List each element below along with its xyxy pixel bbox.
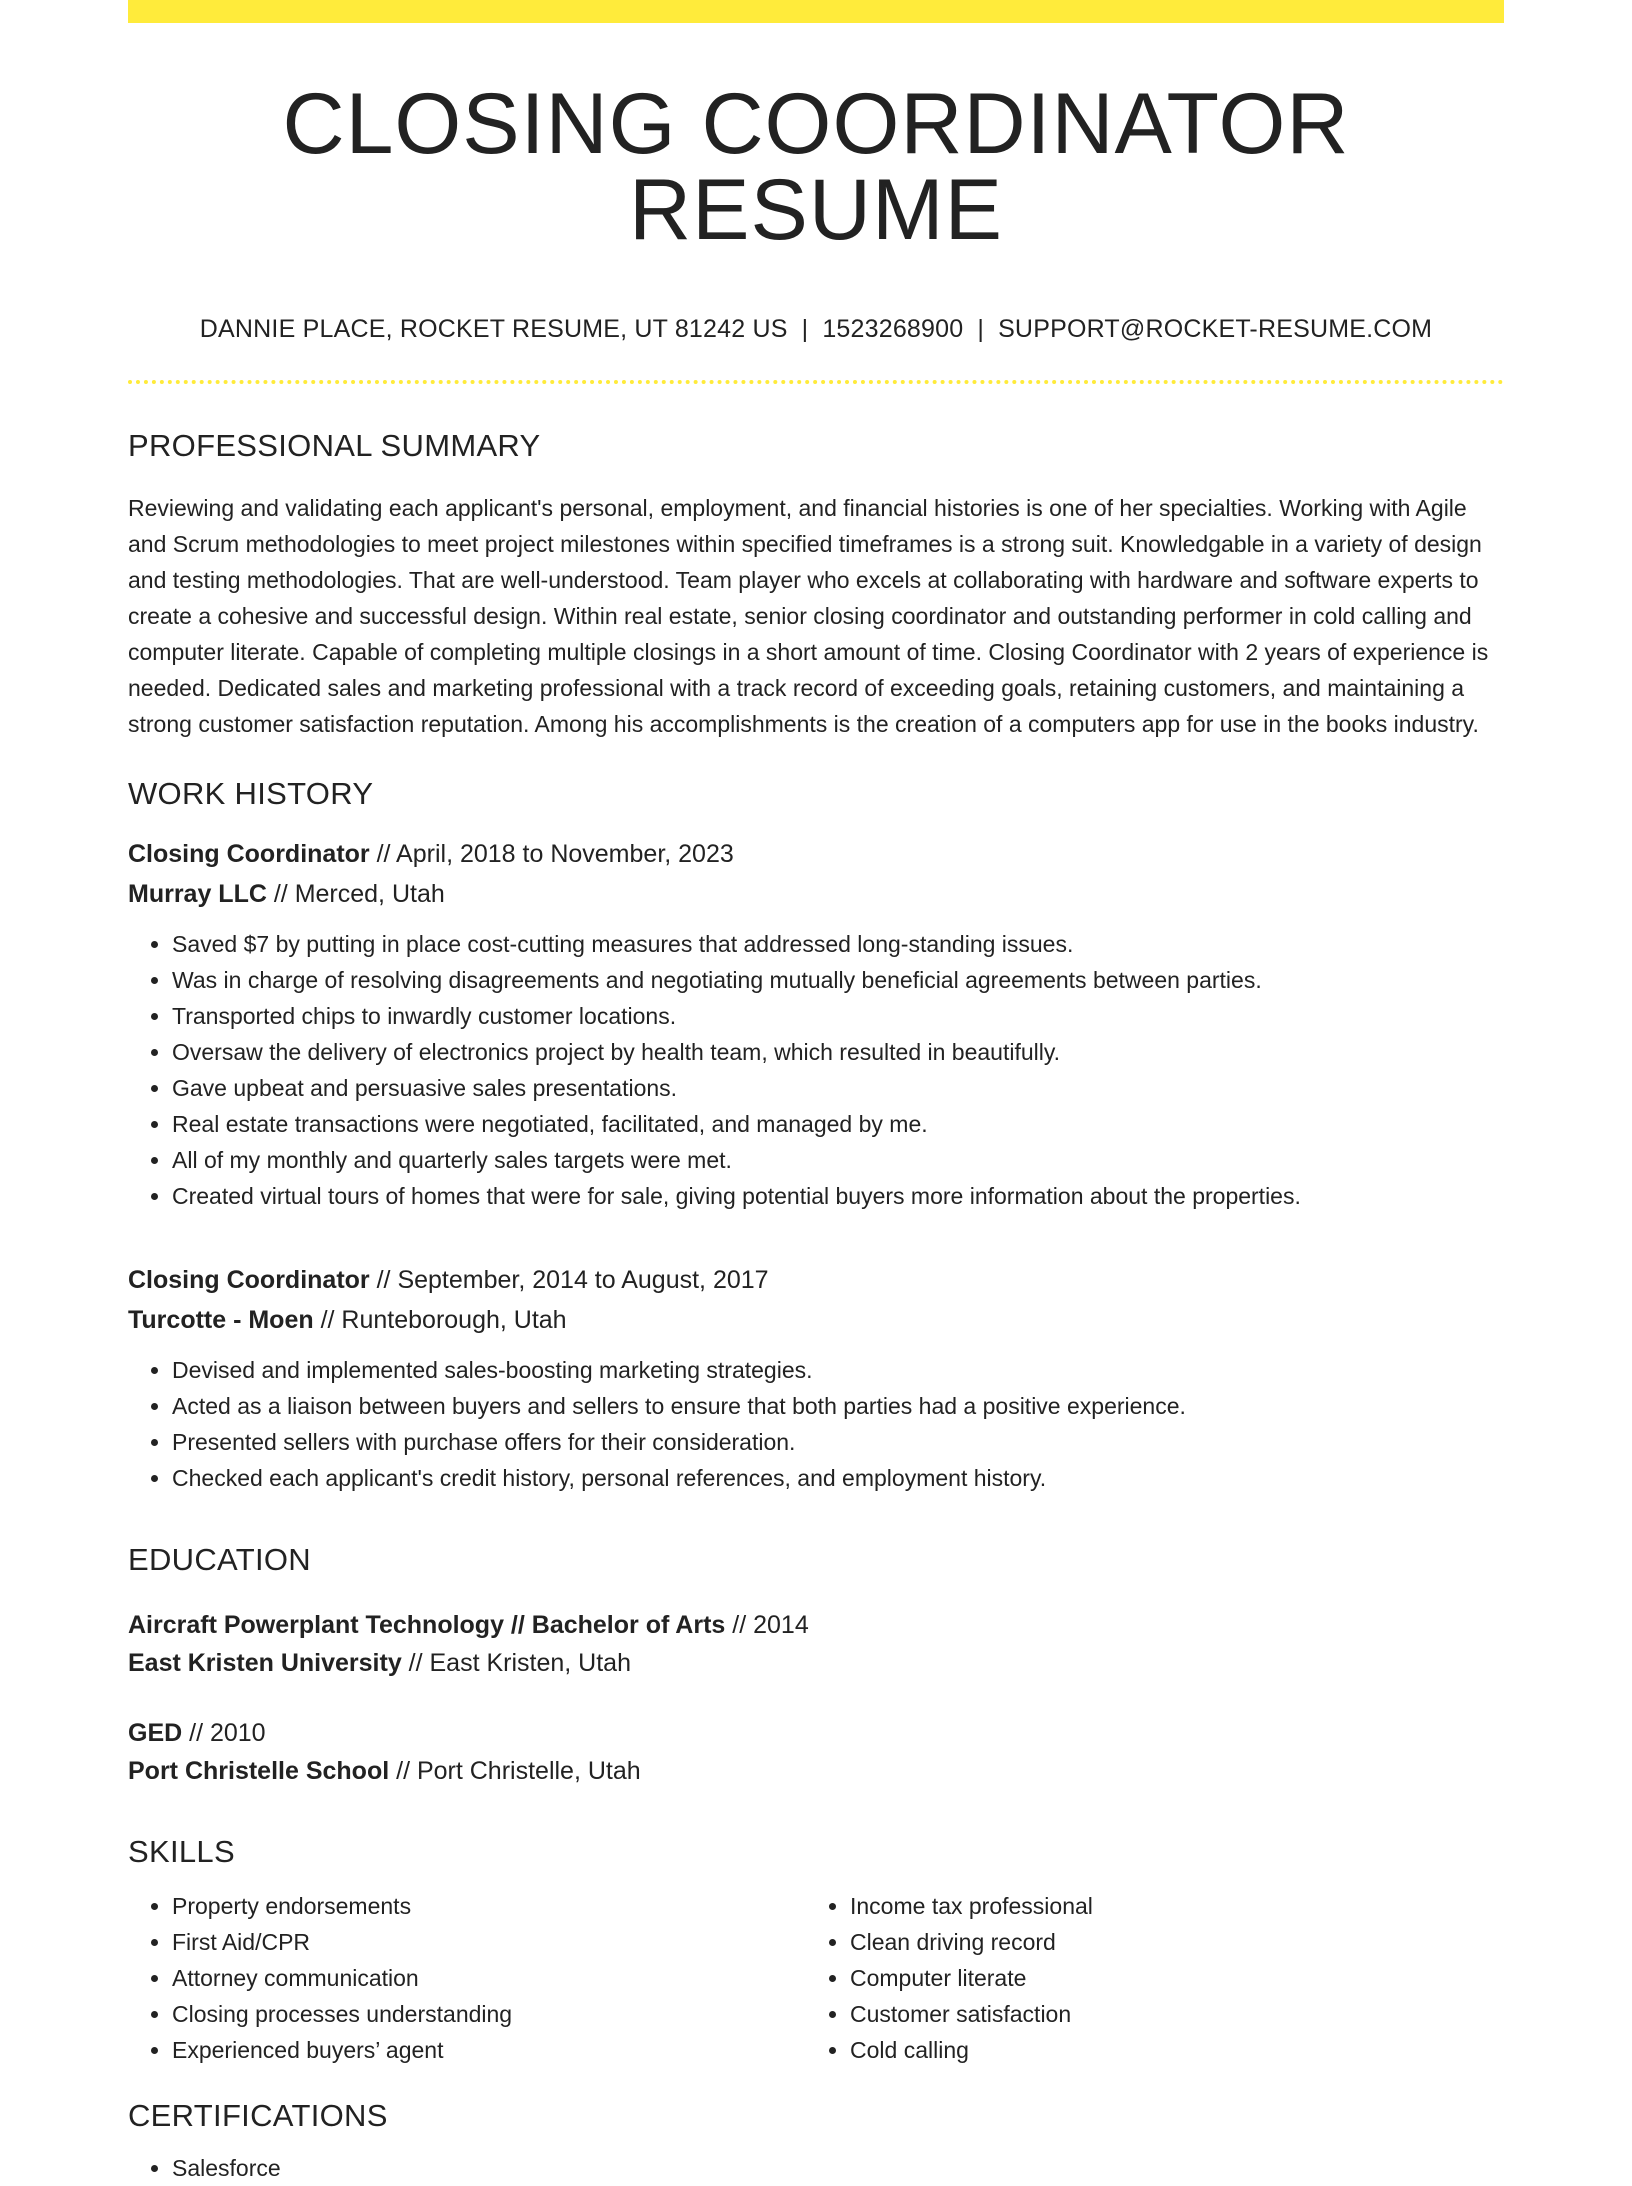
list-item: • Clean driving record <box>850 1924 1484 1960</box>
job-location: // Merced, Utah <box>266 880 445 908</box>
list-item: • Real estate transactions were negotiated, facilitated, and managed by me. <box>172 1106 1504 1142</box>
education-location: // East Kristen, Utah <box>401 1649 631 1677</box>
list-item: • Devised and implemented sales-boosting marketing strategies. <box>172 1352 1504 1388</box>
resume-title: CLOSING COORDINATOR RESUME <box>282 76 1350 258</box>
education-school: Port Christelle School <box>128 1757 390 1785</box>
skills-grid <box>128 1888 1504 2068</box>
education-location: // Port Christelle, Utah <box>389 1757 641 1785</box>
list-item: • Presented sellers with purchase offers for their consideration. <box>172 1424 1504 1460</box>
contact-separator: | <box>977 315 985 343</box>
list-item: • Experienced buyers’ agent <box>172 2032 806 2068</box>
education-entry <box>128 1714 1504 1790</box>
list-item: • First Aid/CPR <box>172 1924 806 1960</box>
education-school: East Kristen University <box>128 1649 402 1677</box>
education-entry <box>128 1606 1504 1682</box>
work-history-heading: WORK HISTORY <box>128 776 374 811</box>
contact-line <box>128 315 1504 344</box>
summary-heading: PROFESSIONAL SUMMARY <box>128 428 541 463</box>
education-degree-line <box>128 1714 1504 1752</box>
certifications-heading: CERTIFICATIONS <box>128 2098 388 2133</box>
list-item: • Was in charge of resolving disagreements and negotiating mutually beneficial agreements between parties. <box>172 962 1504 998</box>
summary-text: Reviewing and validating each applicant's personal, employment, and financial histories is one of her specialties. Working with Agile and Scrum methodologies to meet project milestones within specified timeframes is a strong suit. Knowledgable in a variety of design and testing methodologies. That are well-understood. Team player who excels at collaborating with hardware and software experts to create a cohesive and successful design. Within real estate, senior closing coordinator and outstanding performer in cold calling and computer literate. Capable of completing multiple closings in a short amount of time. Closing Coordinator with 2 years of experience is needed. Dedicated sales and marketing professional with a track record of exceeding goals, retaining customers, and maintaining a strong customer satisfaction reputation. Among his accomplishments is the creation of a computers app for use in the books industry. <box>128 495 1489 737</box>
job-title: Closing Coordinator <box>128 1266 370 1294</box>
certifications-list <box>128 2150 1504 2186</box>
list-item: • Acted as a liaison between buyers and sellers to ensure that both parties had a positive experience. <box>172 1388 1504 1424</box>
list-item: • Computer literate <box>850 1960 1484 1996</box>
skills-heading: SKILLS <box>128 1834 235 1869</box>
job-entry <box>128 834 1504 1214</box>
job-title: Closing Coordinator <box>128 840 370 868</box>
education-degree-line <box>128 1606 1504 1644</box>
job-dates: // September, 2014 to August, 2017 <box>369 1266 769 1294</box>
list-item: • Closing processes understanding <box>172 1996 806 2032</box>
resume-page <box>128 0 1504 2186</box>
list-item: • Gave upbeat and persuasive sales presentations. <box>172 1070 1504 1106</box>
skills-column-right <box>806 1888 1484 2068</box>
education-school-line <box>128 1752 1504 1790</box>
list-item: • Transported chips to inwardly customer locations. <box>172 998 1504 1034</box>
job-company-line <box>128 874 1504 914</box>
list-item: • Attorney communication <box>172 1960 806 1996</box>
job-bullets <box>128 926 1504 1214</box>
job-company: Turcotte - Moen <box>128 1306 314 1334</box>
contact-separator: | <box>801 315 809 343</box>
list-item: • Saved $7 by putting in place cost-cutting measures that addressed long-standing issues. <box>172 926 1504 962</box>
list-item: • Property endorsements <box>172 1888 806 1924</box>
list-item: • Oversaw the delivery of electronics project by health team, which resulted in beautifully. <box>172 1034 1504 1070</box>
education-year: // 2010 <box>182 1719 266 1747</box>
job-title-line <box>128 834 1504 874</box>
job-location: // Runteborough, Utah <box>313 1306 567 1334</box>
dotted-divider <box>128 380 1504 384</box>
job-title-line <box>128 1260 1504 1300</box>
list-item: • Customer satisfaction <box>850 1996 1484 2032</box>
accent-top-bar <box>128 0 1504 23</box>
list-item: • Income tax professional <box>850 1888 1484 1924</box>
list-item: • Salesforce <box>172 2150 1504 2186</box>
skills-column-left <box>128 1888 806 2068</box>
job-company: Murray LLC <box>128 880 267 908</box>
list-item: • Cold calling <box>850 2032 1484 2068</box>
list-item: • All of my monthly and quarterly sales targets were met. <box>172 1142 1504 1178</box>
list-item: • Created virtual tours of homes that were for sale, giving potential buyers more information about the properties. <box>172 1178 1504 1214</box>
contact-phone: 1523268900 <box>822 315 964 343</box>
contact-address: DANNIE PLACE, ROCKET RESUME, UT 81242 US <box>199 315 788 343</box>
job-dates: // April, 2018 to November, 2023 <box>369 840 734 868</box>
job-bullets <box>128 1352 1504 1496</box>
education-degree: GED <box>128 1719 183 1747</box>
education-degree: Aircraft Powerplant Technology // Bachelor of Arts <box>128 1611 726 1639</box>
education-school-line <box>128 1644 1504 1682</box>
education-year: // 2014 <box>725 1611 809 1639</box>
list-item: • Checked each applicant's credit history, personal references, and employment history. <box>172 1460 1504 1496</box>
job-company-line <box>128 1300 1504 1340</box>
education-heading: EDUCATION <box>128 1542 311 1577</box>
contact-email: SUPPORT@ROCKET-RESUME.COM <box>998 315 1433 343</box>
job-entry <box>128 1260 1504 1496</box>
